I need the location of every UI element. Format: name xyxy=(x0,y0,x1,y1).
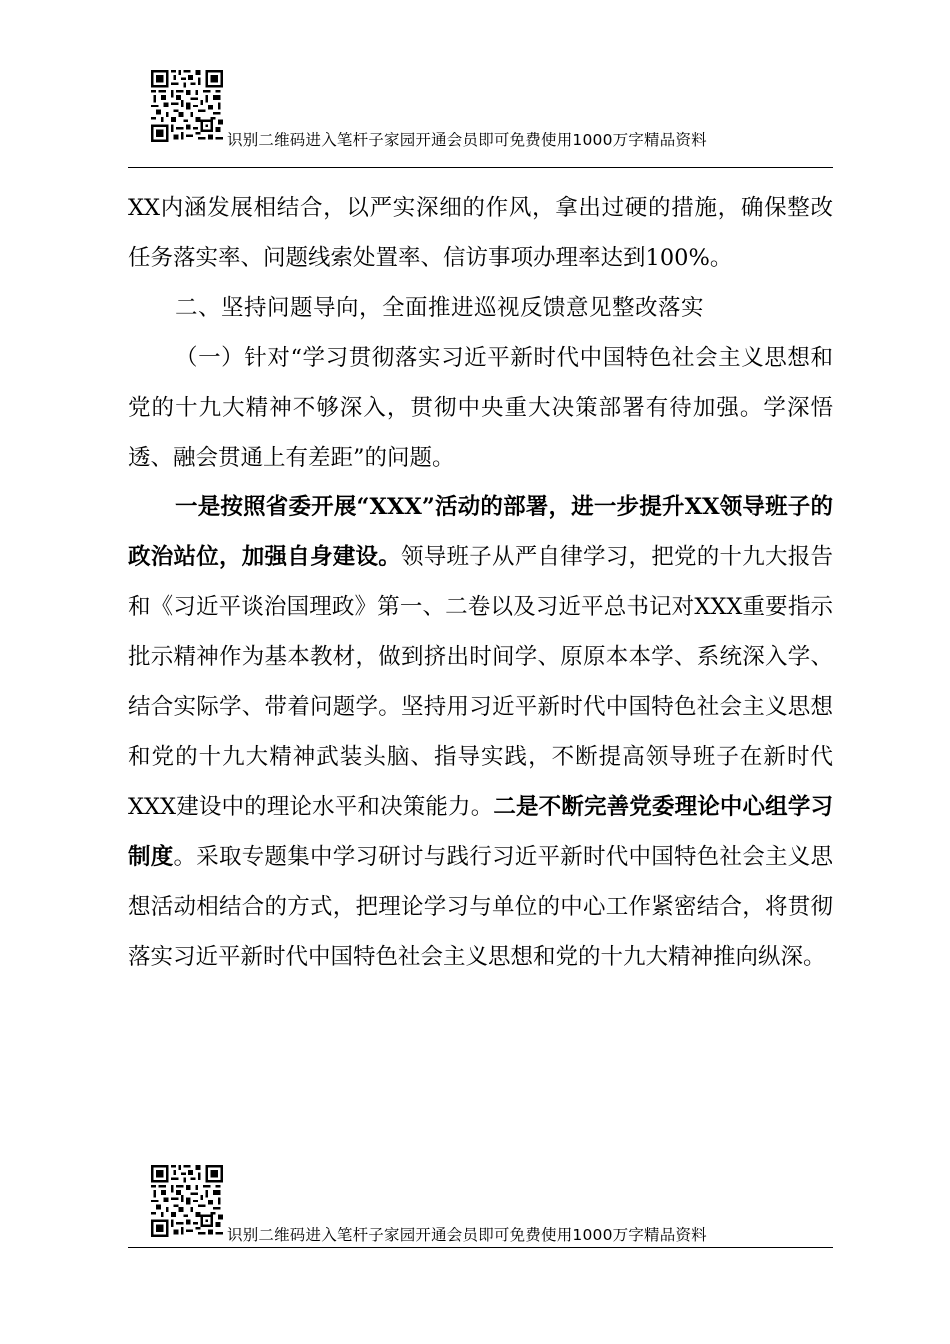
section-heading-text: 二、坚持问题导向，全面推进巡视反馈意见整改落实 xyxy=(175,294,705,321)
qr-code-icon xyxy=(151,70,223,142)
measure-one-text: 领导班子从严自律学习，把党的十九大报告和《习近平谈治国理政》第一、二卷以及习近平总书记对XXX重要指示批示精神作为基本教材，做到挤出时间学、原原本本学、系统深入学、结合实际学、带着问题学。坚持用习近平新时代中国特色社会主义思想和党的十九大精神武装头脑、指导实践，不断提高领导班子在新时代XXX建设中的理论水平和决策能力。 xyxy=(128,544,833,820)
header-banner-text: 识别二维码进入笔杆子家园开通会员即可免费使用1000万字精品资料 xyxy=(227,131,707,149)
header-divider xyxy=(128,167,833,168)
section-heading xyxy=(128,284,833,334)
footer-banner-text: 识别二维码进入笔杆子家园开通会员即可免费使用1000万字精品资料 xyxy=(227,1226,707,1244)
measure-two-title: 二是不断完善党委理论中心组学习制度 xyxy=(128,793,833,870)
qr-code-graphic xyxy=(151,70,223,142)
qr-code-icon xyxy=(151,1165,223,1237)
footer-divider xyxy=(128,1247,833,1248)
measure-one-title: 一是按照省委开展“XXX”活动的部署，进一步提升XX领导班子的政治站位，加强自身建设。 xyxy=(128,494,833,571)
document-body xyxy=(128,184,833,983)
qr-code-graphic xyxy=(151,1165,223,1237)
paragraph-subsection: （一）针对“学习贯彻落实习近平新时代中国特色社会主义思想和党的十九大精神不够深入，贯彻中央重大决策部署有待加强。学深悟透、融会贯通上有差距”的问题。 xyxy=(128,344,833,471)
paragraph-continuation: XX内涵发展相结合，以严实深细的作风，拿出过硬的措施，确保整改任务落实率、问题线索处置率、信访事项办理率达到100%。 xyxy=(128,195,833,271)
measure-two-text: 。采取专题集中学习研讨与践行习近平新时代中国特色社会主义思想活动相结合的方式，把理论学习与单位的中心工作紧密结合，将贯彻落实习近平新时代中国特色社会主义思想和党的十九大精神推向纵深。 xyxy=(128,843,833,970)
paragraph-measures xyxy=(128,483,833,982)
